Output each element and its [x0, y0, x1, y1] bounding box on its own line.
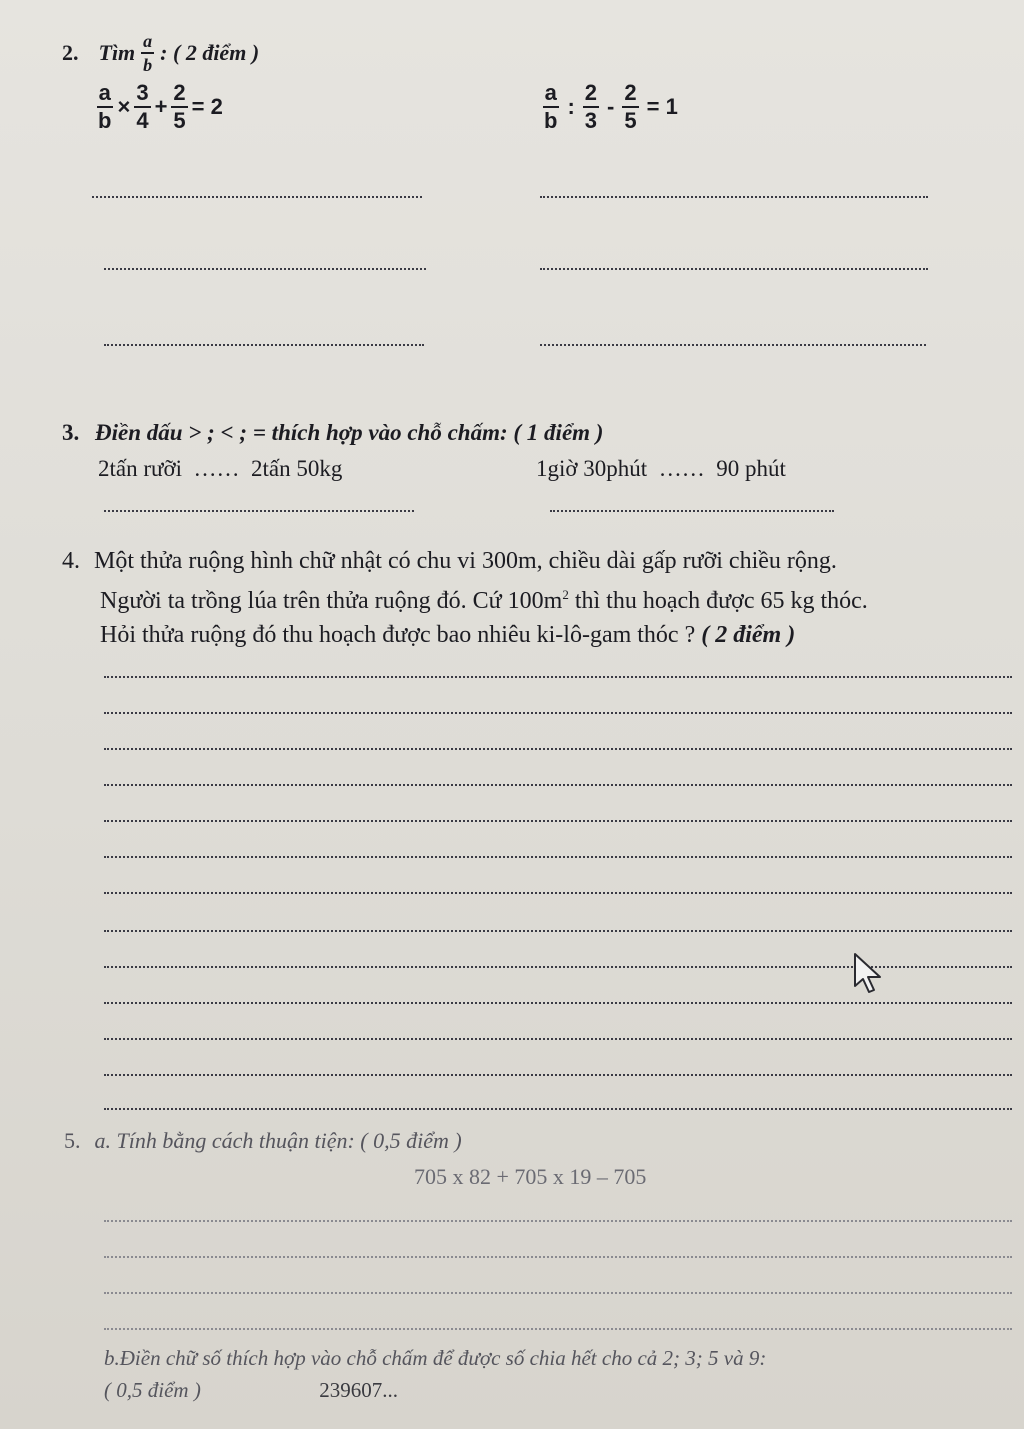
answer-line [104, 1002, 1012, 1004]
answer-line [104, 748, 1012, 750]
q4-points: ( 2 điểm ) [701, 622, 796, 648]
answer-line [540, 268, 928, 270]
q2-number: 2. [62, 40, 79, 65]
answer-line [104, 344, 424, 346]
q4-line-1: 4. Một thửa ruộng hình chữ nhật có chu vi 300m, chiều dài gấp rưỡi chiều rộng. [62, 548, 837, 574]
answer-line [104, 1292, 1012, 1294]
q3-number: 3. [62, 420, 80, 445]
q2-title-fraction: $\frac{a}{b}$ [143, 31, 153, 75]
q5-a-title: a. Tính bằng cách thuận tiện: ( 0,5 điểm ) [94, 1128, 462, 1153]
q5-b-number: 239607... [319, 1378, 398, 1402]
answer-line [104, 676, 1012, 678]
q3-right-compare: 1giờ 30phút …… 90 phút [536, 456, 786, 481]
q2-equation-1: $\frac{a}{b}$ × $\frac{3}{4}$ + $\frac{2}{5}$ = 2 [98, 80, 223, 133]
answer-line [104, 820, 1012, 822]
q3-title: Điền dấu > ; < ; = thích hợp vào chỗ chấm: ( 1 điểm ) [95, 420, 604, 445]
q2-title-prefix: Tìm [98, 40, 136, 65]
answer-line [104, 784, 1012, 786]
answer-line [104, 268, 426, 270]
q4-line-2: Người ta trồng lúa trên thửa ruộng đó. Cứ $100m^2$ thì thu hoạch được 65 kg thóc. [100, 587, 868, 614]
answer-line [104, 930, 1012, 932]
q5-a-expression: 705 x 82 + 705 x 19 – 705 [414, 1164, 647, 1189]
answer-line [104, 1038, 1012, 1040]
q5-number: 5. [64, 1128, 81, 1153]
answer-line [104, 856, 1012, 858]
q5-a-heading [64, 1128, 462, 1154]
q4-line-3: Hỏi thửa ruộng đó thu hoạch được bao nhiêu ki-lô-gam thóc ? ( 2 điểm ) [100, 622, 796, 648]
mouse-cursor-icon [852, 952, 886, 999]
q5-b-line [104, 1378, 398, 1403]
q3-left-compare: 2tấn rưỡi …… 2tấn 50kg [98, 456, 343, 481]
q2-equation-2: $\frac{a}{b}$ : $\frac{2}{3}$ - $\frac{2}{5}$ = 1 [544, 80, 678, 133]
answer-line [92, 196, 422, 198]
answer-line [104, 1256, 1012, 1258]
q3-heading [62, 420, 603, 446]
answer-line [540, 196, 928, 198]
answer-line [104, 1328, 1012, 1330]
q4-number: 4. [62, 548, 80, 574]
q5-b-points: ( 0,5 điểm ) [104, 1378, 201, 1402]
answer-line [540, 344, 926, 346]
answer-line [104, 1074, 1012, 1076]
answer-line [104, 1220, 1012, 1222]
answer-line [104, 892, 1012, 894]
answer-line [104, 1108, 1012, 1110]
q2-title-suffix: : ( 2 điểm ) [160, 40, 260, 65]
answer-line [550, 510, 834, 512]
q5-b-title: b.Điền chữ số thích hợp vào chỗ chấm để được số chia hết cho cả 2; 3; 5 và 9: [104, 1346, 767, 1370]
answer-line [104, 510, 414, 512]
answer-line [104, 712, 1012, 714]
q2-heading [62, 32, 259, 74]
